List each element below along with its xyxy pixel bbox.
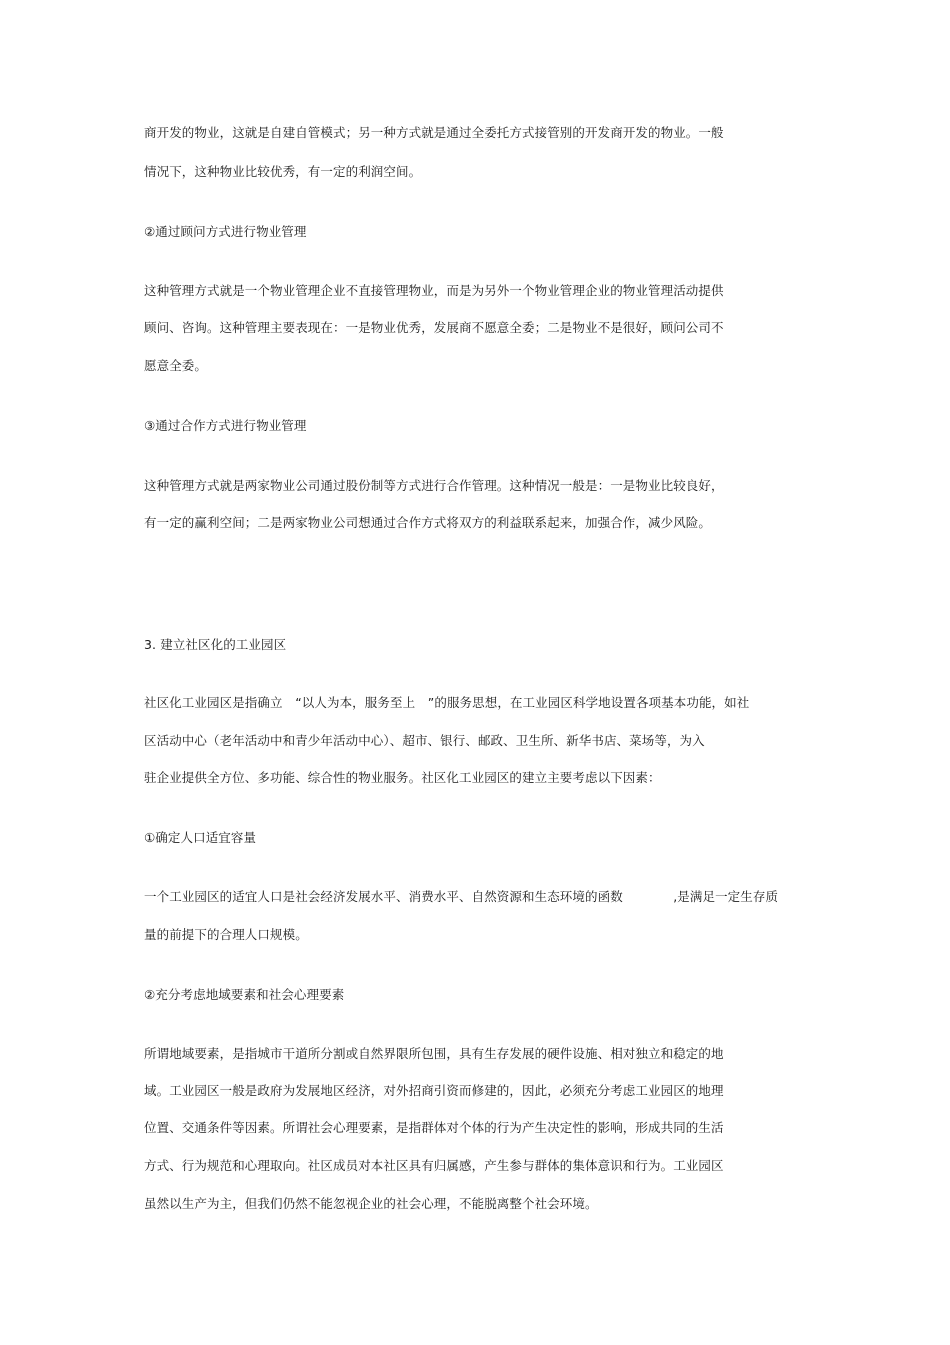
subheading: ③通过合作方式进行物业管理	[144, 418, 307, 433]
paragraph-line: 虽然以生产为主，但我们仍然不能忽视企业的社会心理，不能脱离整个社会环境。	[144, 1196, 598, 1211]
paragraph-line: 区活动中心（老年活动中和青少年活动中心）、超市、银行、邮政、卫生所、新华书店、菜场等，为入	[144, 733, 705, 748]
paragraph-line: 一个工业园区的适宜人口是社会经济发展水平、消费水平、自然资源和生态环境的函数 ,是满足一定生存质	[144, 889, 779, 904]
paragraph-line: 有一定的赢利空间；二是两家物业公司想通过合作方式将双方的利益联系起来，加强合作，减少风险。	[144, 515, 712, 530]
subheading: ①确定人口适宜容量	[144, 830, 257, 845]
subheading: ②通过顾问方式进行物业管理	[144, 224, 307, 239]
paragraph-line: 这种管理方式就是一个物业管理企业不直接管理物业，而是为另外一个物业管理企业的物业管理活动提供	[144, 283, 724, 298]
paragraph-line: 商开发的物业，这就是自建自管模式；另一种方式就是通过全委托方式接管别的开发商开发的物业。一般	[144, 125, 724, 140]
paragraph-line: 驻企业提供全方位、多功能、综合性的物业服务。社区化工业园区的建立主要考虑以下因素：	[144, 770, 661, 785]
paragraph-line: 这种管理方式就是两家物业公司通过股份制等方式进行合作管理。这种情况一般是：一是物业比较良好，	[144, 478, 724, 493]
paragraph-line: 愿意全委。	[144, 358, 208, 373]
paragraph-line: 社区化工业园区是指确立 “以人为本，服务至上 ”的服务思想，在工业园区科学地设置各项基本功能，如社	[144, 695, 750, 710]
paragraph-line: 位置、交通条件等因素。所谓社会心理要素，是指群体对个体的行为产生决定性的影响，形成共同的生活	[144, 1120, 724, 1135]
paragraph-line: 顾问、咨询。这种管理主要表现在：一是物业优秀，发展商不愿意全委；二是物业不是很好，顾问公司不	[144, 320, 724, 335]
paragraph-line: 所谓地域要素，是指城市干道所分割或自然界限所包围，具有生存发展的硬件设施、相对独立和稳定的地	[144, 1046, 724, 1061]
paragraph-line: 方式、行为规范和心理取向。社区成员对本社区具有归属感，产生参与群体的集体意识和行为。工业园区	[144, 1158, 724, 1173]
subheading: ②充分考虑地域要素和社会心理要素	[144, 987, 345, 1002]
paragraph-line: 量的前提下的合理人口规模。	[144, 927, 308, 942]
section-heading: 3. 建立社区化的工业园区	[144, 637, 287, 652]
paragraph-line: 情况下，这种物业比较优秀，有一定的利润空间。	[144, 164, 422, 179]
paragraph-line: 域。工业园区一般是政府为发展地区经济，对外招商引资而修建的，因此，必须充分考虑工业园区的地理	[144, 1083, 724, 1098]
